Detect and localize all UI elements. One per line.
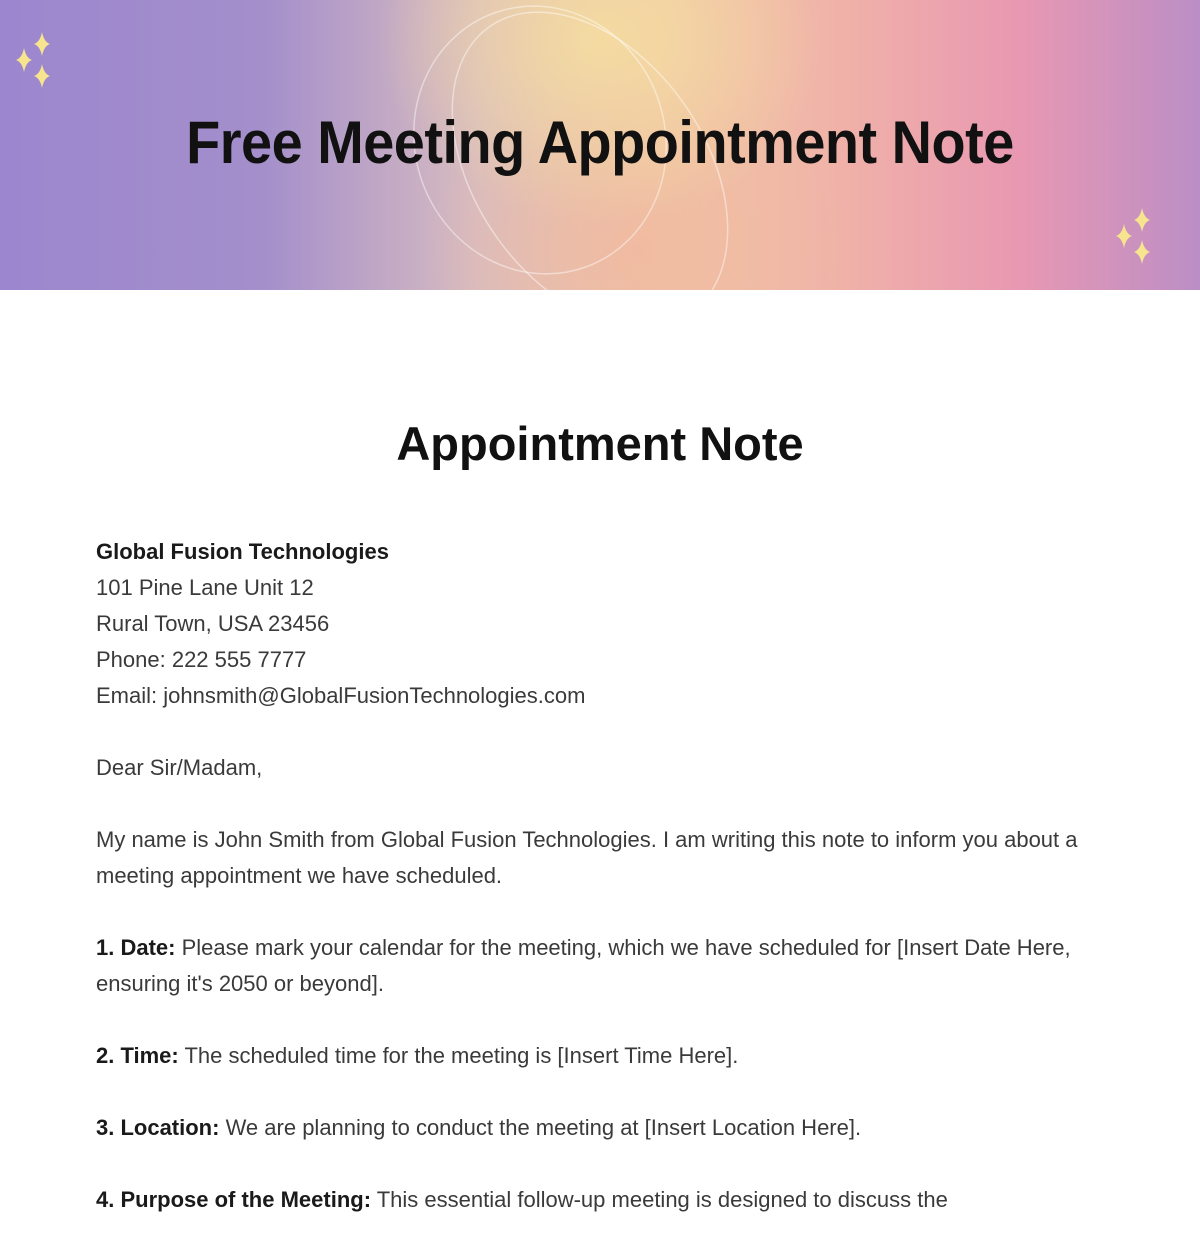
item-purpose [96, 1182, 1106, 1218]
item-label: 3. Location: [96, 1115, 220, 1140]
document-body [96, 534, 1106, 1254]
item-text: The scheduled time for the meeting is [Insert Time Here]. [178, 1043, 739, 1068]
intro-paragraph: My name is John Smith from Global Fusion Technologies. I am writing this note to inform you about a meeting appointment we have scheduled. [96, 827, 1078, 888]
phone: Phone: 222 555 7777 [96, 647, 307, 672]
item-label: 4. Purpose of the Meeting: [96, 1187, 372, 1212]
salutation: Dear Sir/Madam, [96, 755, 263, 780]
company-name: Global Fusion Technologies [96, 539, 389, 564]
sparkle-icon [12, 30, 56, 90]
item-time [96, 1038, 1106, 1074]
header-banner [0, 0, 1200, 290]
address-line-1: 101 Pine Lane Unit 12 [96, 575, 314, 600]
document-title: Appointment Note [396, 417, 804, 470]
item-location [96, 1110, 1106, 1146]
email: Email: johnsmith@GlobalFusionTechnologies.com [96, 683, 586, 708]
sparkle-icon [1112, 206, 1156, 266]
banner-title: Free Meeting Appointment Note [186, 109, 1014, 176]
item-label: 1. Date: [96, 935, 176, 960]
item-date [96, 930, 1106, 1002]
item-text: Please mark your calendar for the meeting, which we have scheduled for [Insert Date Here, ensuring it's 2050 or beyond]. [96, 935, 1071, 996]
address-line-2: Rural Town, USA 23456 [96, 611, 330, 636]
item-text: This essential follow-up meeting is designed to discuss the [371, 1187, 948, 1212]
item-text: We are planning to conduct the meeting at [Insert Location Here]. [219, 1115, 862, 1140]
sender-address-block [96, 534, 1106, 714]
item-label: 2. Time: [96, 1043, 179, 1068]
